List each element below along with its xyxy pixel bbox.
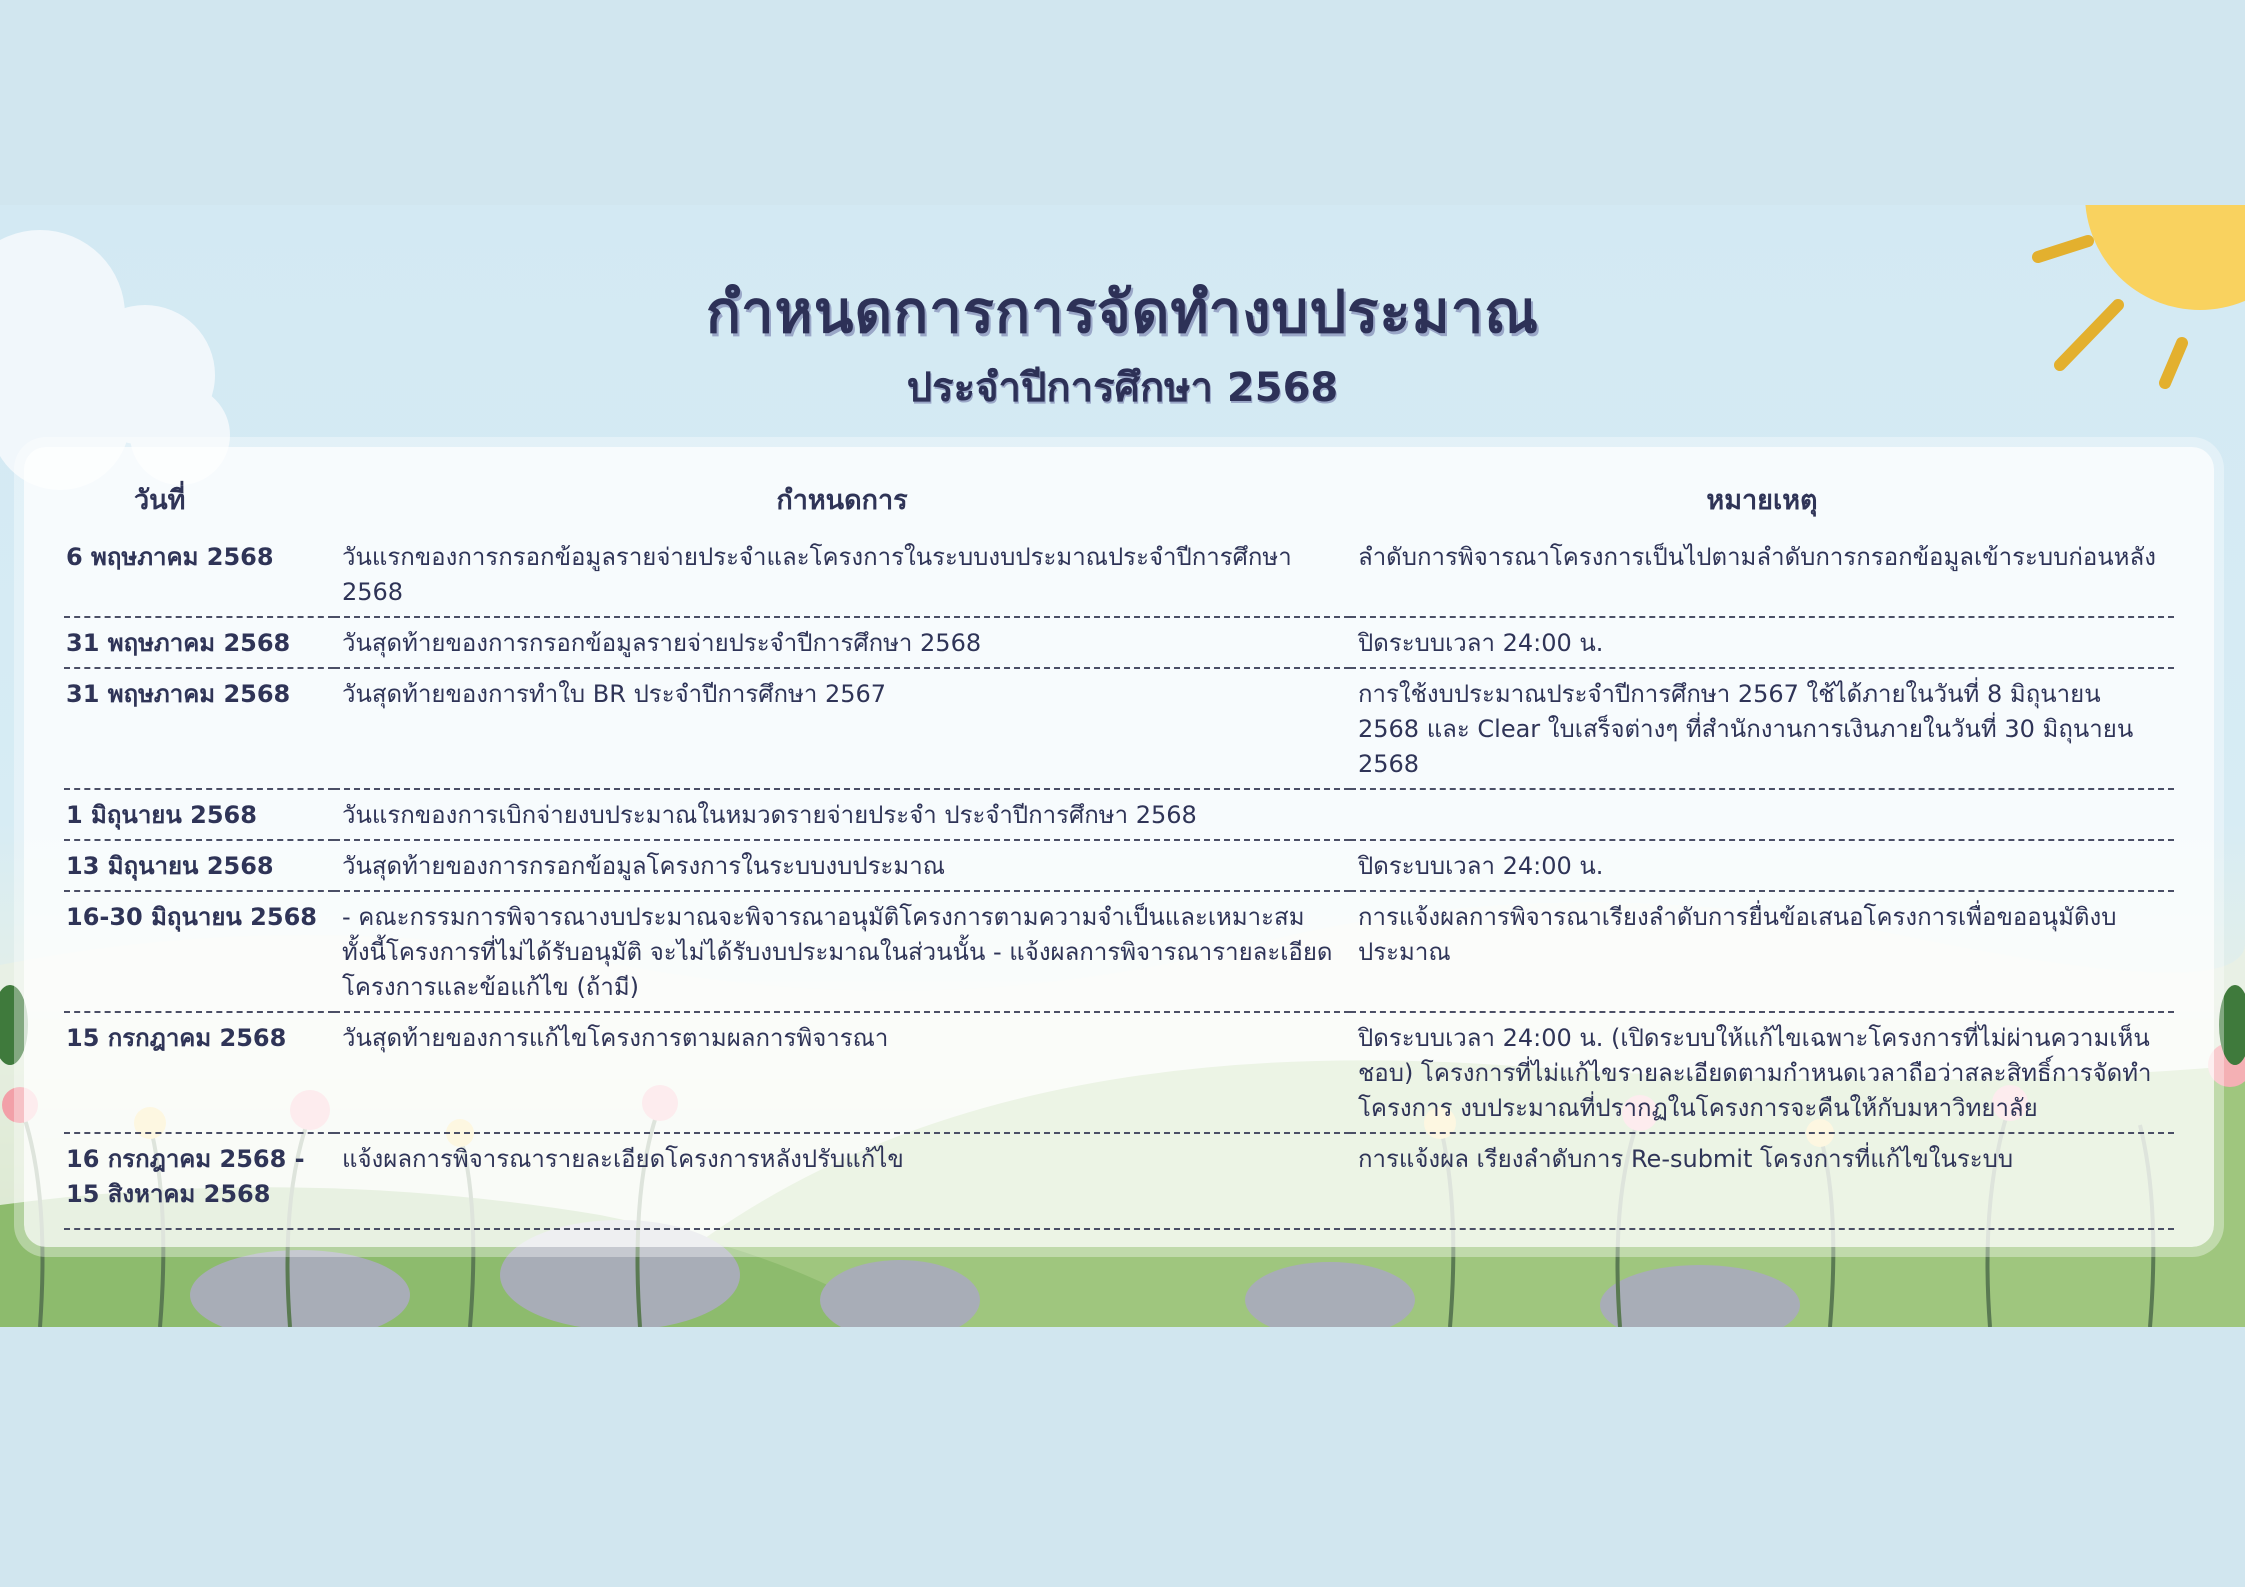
- row-date: 16-30 มิถุนายน 2568: [64, 891, 334, 1012]
- row-task: วันสุดท้ายของการทำใบ BR ประจำปีการศึกษา 2567: [334, 668, 1350, 789]
- table-row: [64, 789, 2174, 840]
- row-task: วันสุดท้ายของการกรอกข้อมูลรายจ่ายประจำปีการศึกษา 2568: [334, 617, 1350, 668]
- schedule-card: [24, 447, 2214, 1247]
- row-task: วันแรกของการเบิกจ่ายงบประมาณในหมวดรายจ่ายประจำ ประจำปีการศึกษา 2568: [334, 789, 1350, 840]
- column-header-date: วันที่: [134, 485, 186, 516]
- row-date: 15 กรกฎาคม 2568: [64, 1012, 334, 1133]
- table-row: [64, 1012, 2174, 1133]
- schedule-banner: [0, 205, 2245, 1327]
- row-date: 31 พฤษภาคม 2568: [64, 668, 334, 789]
- row-task: - คณะกรรมการพิจารณางบประมาณจะพิจารณาอนุมัติโครงการตามความจำเป็นและเหมาะสม ทั้งนี้โครงการที่ไม่ได้รับอนุมัติ จะไม่ได้รับงบประมาณในส่วนนั้น - แจ้งผลการพิจารณารายละเอียดโครงการและข้อแก้ไข (ถ้ามี): [334, 891, 1350, 1012]
- table-row: [64, 617, 2174, 668]
- row-note: ปิดระบบเวลา 24:00 น.: [1350, 840, 2174, 891]
- row-note: ปิดระบบเวลา 24:00 น. (เปิดระบบให้แก้ไขเฉพาะโครงการที่ไม่ผ่านความเห็นชอบ) โครงการที่ไม่แก้ไขรายละเอียดตามกำหนดเวลาถือว่าสละสิทธิ์การจัดทำโครงการ งบประมาณที่ปรากฏในโครงการจะคืนให้กับมหาวิทยาลัย: [1350, 1012, 2174, 1133]
- table-row: [64, 532, 2174, 617]
- row-date: 13 มิถุนายน 2568: [64, 840, 334, 891]
- row-task: วันสุดท้ายของการแก้ไขโครงการตามผลการพิจารณา: [334, 1012, 1350, 1133]
- row-task: แจ้งผลการพิจารณารายละเอียดโครงการหลังปรับแก้ไข: [334, 1133, 1350, 1229]
- row-note: [1350, 789, 2174, 840]
- row-note: การแจ้งผล เรียงลำดับการ Re-submit โครงการที่แก้ไขในระบบ: [1350, 1133, 2174, 1229]
- row-task: วันแรกของการกรอกข้อมูลรายจ่ายประจำและโครงการในระบบงบประมาณประจำปีการศึกษา 2568: [334, 532, 1350, 617]
- table-header-row: [64, 467, 2174, 532]
- table-row: [64, 668, 2174, 789]
- row-date: 1 มิถุนายน 2568: [64, 789, 334, 840]
- page-subtitle: ประจำปีการศึกษา 2568: [906, 365, 1339, 411]
- sun-ray: [2038, 241, 2088, 257]
- table-row: [64, 891, 2174, 1012]
- row-note: ปิดระบบเวลา 24:00 น.: [1350, 617, 2174, 668]
- table-row: [64, 840, 2174, 891]
- row-task: วันสุดท้ายของการกรอกข้อมูลโครงการในระบบงบประมาณ: [334, 840, 1350, 891]
- column-header-note: หมายเหตุ: [1706, 485, 1818, 516]
- schedule-table: [64, 467, 2174, 1230]
- page-title: กำหนดการการจัดทำงบประมาณ: [705, 278, 1540, 346]
- row-note: ลำดับการพิจารณาโครงการเป็นไปตามลำดับการกรอกข้อมูลเข้าระบบก่อนหลัง: [1350, 532, 2174, 617]
- column-header-task: กำหนดการ: [776, 485, 908, 516]
- table-row: [64, 1133, 2174, 1229]
- row-note: การแจ้งผลการพิจารณาเรียงลำดับการยื่นข้อเสนอโครงการเพื่อขออนุมัติงบประมาณ: [1350, 891, 2174, 1012]
- row-date: 6 พฤษภาคม 2568: [64, 532, 334, 617]
- row-date: 31 พฤษภาคม 2568: [64, 617, 334, 668]
- row-date: 16 กรกฎาคม 2568 - 15 สิงหาคม 2568: [64, 1133, 334, 1229]
- row-note: การใช้งบประมาณประจำปีการศึกษา 2567 ใช้ได้ภายในวันที่ 8 มิถุนายน 2568 และ Clear ใบเสร็จต่างๆ ที่สำนักงานการเงินภายในวันที่ 30 มิถุนายน 2568: [1350, 668, 2174, 789]
